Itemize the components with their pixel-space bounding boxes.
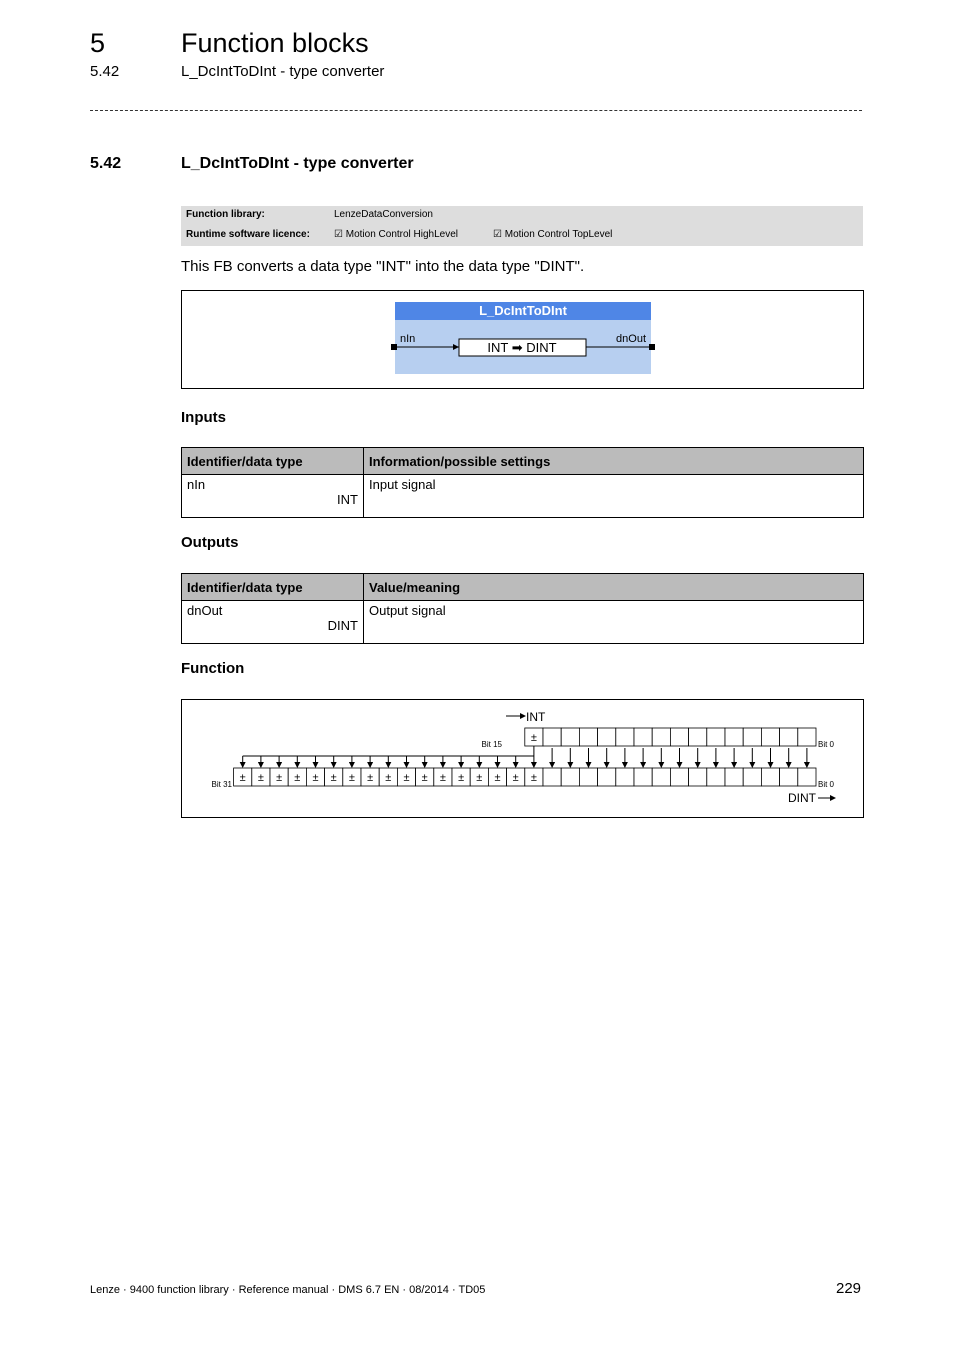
bit-conversion-diagram [181, 699, 864, 818]
header-section-title: L_DcIntToDInt - type converter [181, 63, 385, 80]
bit-svg [182, 700, 863, 817]
chapter-title: Function blocks [181, 28, 369, 58]
output-info: Output signal [364, 601, 864, 644]
dint-bit-cell [616, 768, 634, 786]
int-bit-cell [798, 728, 816, 746]
bit-arrows [243, 746, 807, 767]
sign-bit-symbol: ± [385, 772, 392, 784]
sign-bit-symbol: ± [257, 772, 264, 784]
sign-bit-symbol: ± [294, 772, 301, 784]
int-bit-cell [616, 728, 634, 746]
dint-bit-cell [561, 768, 579, 786]
table-row [182, 601, 864, 644]
dint-bit-cell [634, 768, 652, 786]
sign-bit-symbol: ± [367, 772, 374, 784]
outputs-table [181, 573, 864, 644]
dint-bit-cell [725, 768, 743, 786]
dint-bit-cell [798, 768, 816, 786]
int-bit-cell [579, 728, 597, 746]
dint-bit-cell [707, 768, 725, 786]
dint-bit-cell [598, 768, 616, 786]
function-heading: Function [181, 660, 245, 677]
outputs-heading: Outputs [181, 534, 239, 551]
inputs-table [181, 447, 864, 518]
inputs-header-row [182, 448, 864, 475]
footer-text: Lenze · 9400 function library · Reference manual · DMS 6.7 EN · 08/2014 · TD05 [90, 1284, 486, 1296]
dint-label: DINT [788, 791, 816, 805]
output-type: DINT [327, 618, 358, 633]
dint-bit-cell [761, 768, 779, 786]
fb-output-label: dnOut [616, 333, 646, 345]
sign-bit-symbol: ± [439, 772, 446, 784]
dint-bit-cell [579, 768, 597, 786]
licence-toplevel: ☑ Motion Control TopLevel [493, 229, 613, 240]
sign-bit-symbol: ± [239, 772, 246, 784]
sign-bit-symbol: ± [476, 772, 483, 784]
outputs-col1: Identifier/data type [182, 574, 364, 601]
table-row [182, 475, 864, 518]
output-connector [649, 344, 655, 350]
int-bit-cell [707, 728, 725, 746]
function-block-diagram [181, 290, 864, 389]
output-id: dnOut [187, 603, 223, 618]
sign-bit-symbol: ± [421, 772, 428, 784]
input-id: nIn [187, 477, 206, 492]
sign-bit-symbol: ± [276, 772, 283, 784]
fb-title: L_DcIntToDInt [479, 303, 567, 318]
dint-bit-cell [689, 768, 707, 786]
sign-bit-symbol: ± [512, 772, 519, 784]
licence-label: Runtime software licence: [186, 229, 310, 240]
dint-bit-cell [780, 768, 798, 786]
fb-svg [182, 291, 863, 388]
fb-operation [487, 340, 556, 355]
sign-bit-symbol: ± [494, 772, 501, 784]
licence-highlevel: ☑ Motion Control HighLevel [334, 229, 459, 240]
dint-bit-cell [670, 768, 688, 786]
dint-bit-cell [543, 768, 561, 786]
int-bit-cell [670, 728, 688, 746]
sign-bit-symbol: ± [348, 772, 355, 784]
section-number: 5.42 [90, 155, 122, 172]
int-bit0-label: Bit 0 [818, 740, 835, 749]
bit15-label: Bit 15 [481, 740, 502, 749]
sign-bit-symbol: ± [530, 732, 537, 744]
sign-bit-symbol: ± [530, 772, 537, 784]
int-bit-cell [725, 728, 743, 746]
int-bit-cell [780, 728, 798, 746]
intro-text: This FB converts a data type "INT" into the data type "DINT". [181, 258, 585, 275]
fb-input-label: nIn [400, 333, 416, 345]
dint-bit-cell [743, 768, 761, 786]
int-bit-cell [689, 728, 707, 746]
dint-bit0-label: Bit 0 [818, 780, 835, 789]
fb-operation-arrow: ➡ [511, 340, 523, 355]
int-bit-cell [634, 728, 652, 746]
int-bit-cell [543, 728, 561, 746]
dint-register [234, 768, 816, 786]
int-bit-cell [743, 728, 761, 746]
library-value: LenzeDataConversion [334, 209, 433, 220]
int-bit-cell [561, 728, 579, 746]
section-title: L_DcIntToDInt - type converter [181, 155, 414, 172]
outputs-header-row [182, 574, 864, 601]
chapter-number: 5 [90, 28, 106, 58]
input-type: INT [337, 492, 358, 507]
int-register [525, 728, 816, 746]
dint-bit-cell [652, 768, 670, 786]
header-divider [90, 110, 862, 111]
sign-bit-symbol: ± [458, 772, 465, 784]
input-info: Input signal [364, 475, 864, 518]
library-label: Function library: [186, 209, 265, 220]
int-bit-cell [761, 728, 779, 746]
int-bit-cell [598, 728, 616, 746]
inputs-col2: Information/possible settings [364, 448, 864, 475]
inputs-heading: Inputs [181, 409, 226, 426]
input-id-cell [182, 475, 364, 518]
outputs-col2: Value/meaning [364, 574, 864, 601]
output-id-cell [182, 601, 364, 644]
library-info-box [181, 206, 863, 246]
bit31-label: Bit 31 [211, 780, 232, 789]
fb-operation-from: INT [487, 340, 509, 355]
int-label: INT [526, 710, 546, 724]
sign-bit-symbol: ± [403, 772, 410, 784]
page-number: 229 [836, 1280, 862, 1297]
inputs-col1: Identifier/data type [182, 448, 364, 475]
sign-bit-symbol: ± [330, 772, 337, 784]
header-section-number: 5.42 [90, 63, 120, 80]
sign-bit-symbol: ± [312, 772, 319, 784]
input-connector [391, 344, 397, 350]
int-bit-cell [652, 728, 670, 746]
fb-operation-to: DINT [526, 340, 557, 355]
